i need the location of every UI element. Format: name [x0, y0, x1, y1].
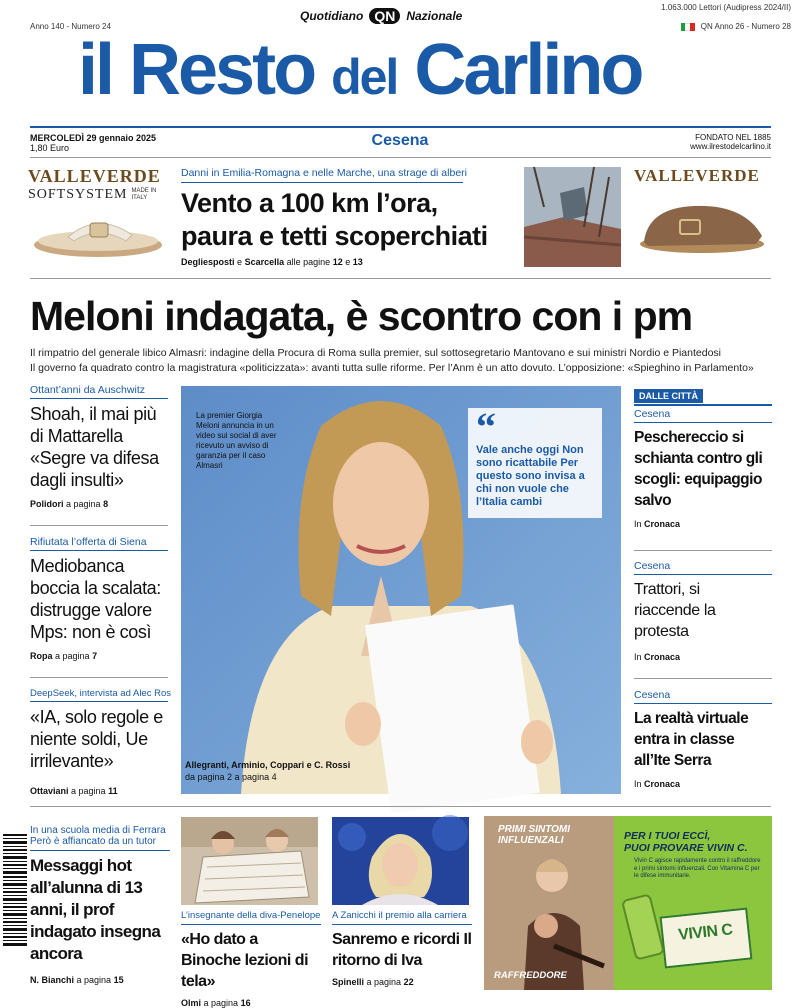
- barcode: [3, 834, 27, 946]
- ad-sub-left: SOFTSYSTEM: [28, 187, 128, 202]
- meloni-photo: [181, 386, 621, 794]
- credits-pages: da pagina 2 a pagina 4: [185, 772, 277, 782]
- website[interactable]: www.ilrestodelcarlino.it: [690, 142, 771, 151]
- right-story-3[interactable]: [634, 689, 772, 789]
- price: 1,80 Euro: [30, 143, 70, 153]
- storm-photo: [524, 167, 621, 267]
- sanremo-byline: Spinelli a pagina 22: [332, 977, 414, 987]
- left-story-2[interactable]: [30, 536, 168, 661]
- top-headline-l1: Vento a 100 km l’ora,: [181, 188, 438, 218]
- ad-brand-right: VALLEVERDE: [634, 166, 760, 185]
- right-3-kicker: Cesena: [634, 689, 671, 701]
- ad-product: VIVIN C: [677, 921, 734, 944]
- ad-footer: RAFFREDDORE: [494, 970, 567, 981]
- qn-logo: QN: [369, 8, 400, 24]
- date: MERCOLEDÌ 29 gennaio 2025: [30, 133, 157, 143]
- school-story[interactable]: [30, 825, 170, 985]
- right-2-kicker: Cesena: [634, 560, 671, 572]
- left-story-1[interactable]: [30, 384, 168, 509]
- quote-mark-icon: “: [476, 404, 496, 449]
- masthead-carlino: Carlino: [414, 30, 642, 110]
- binoche-byline: Olmi a pagina 16: [181, 998, 251, 1008]
- masthead: [78, 30, 728, 110]
- clog-image: [634, 186, 772, 258]
- left-2-byline: Ropa a pagina 7: [30, 651, 98, 661]
- qn-issue-number: QN Anno 26 - Numero 28: [700, 22, 791, 31]
- readers-count: 1.063.000 Lettori (Audipress 2024/II): [661, 3, 791, 12]
- school-headline: Messaggi hot all’alunna di 13 anni, il prof indagato insegna ancora: [30, 856, 161, 963]
- tagline-left: Quotidiano: [300, 9, 364, 23]
- right-story-2[interactable]: [634, 560, 772, 662]
- right-1-headline: Peschereccio si schianta contro gli scogli: equipaggio salvo: [634, 429, 763, 509]
- vivin-c-box: [660, 908, 753, 969]
- qn-tagline: [300, 8, 500, 24]
- lead-summary-l2: Il governo fa quadrato contro la magistratura «politicizzata»: avanti tutta sulle riforme. Per l’Anm è un atto dovuto. L’opposizione: «Spieghino in Parlamento»: [30, 362, 754, 374]
- masthead-del: del: [331, 49, 398, 105]
- right-column: [634, 386, 772, 789]
- photo-caption: La premier Giorgia Meloni annuncia in un video sui social di aver ricevuto un avviso di garanzia per il caso Almasri: [196, 411, 277, 470]
- sanremo-kicker: A Zanicchi il premio alla carriera: [332, 910, 467, 921]
- right-1-kicker: Cesena: [634, 408, 671, 420]
- school-byline: N. Bianchi a pagina 15: [30, 975, 124, 985]
- right-3-section: In Cronaca: [634, 779, 681, 789]
- ad-body: Vivin C agisce rapidamente contro il raffreddore e i primi sintomi influenzali. Con Vitamina C per le difese immunitarie.: [634, 858, 761, 879]
- binoche-photo: [181, 817, 318, 905]
- right-1-section: In Cronaca: [634, 519, 681, 529]
- binoche-headline: «Ho dato a Binoche lezioni di tela»: [181, 931, 309, 990]
- edition-name: Cesena: [371, 132, 429, 149]
- left-1-kicker: Ottant’anni da Auschwitz: [30, 384, 145, 396]
- school-kicker-2: Però è affiancato da un tutor: [30, 836, 157, 847]
- issue-number: Anno 140 - Numero 24: [30, 22, 111, 31]
- top-story-headline[interactable]: [181, 187, 488, 253]
- left-3-headline: «IA, solo regole e niente soldi, Ue irrilevante»: [30, 707, 163, 771]
- sanremo-story[interactable]: [332, 910, 472, 987]
- lead-summary: [30, 346, 775, 376]
- credits-names: Allegranti, Arminio, Coppari e C. Rossi: [185, 760, 351, 770]
- right-2-headline: Trattori, si riaccende la protesta: [634, 581, 716, 640]
- binoche-story[interactable]: [181, 910, 321, 1008]
- right-2-section: In Cronaca: [634, 652, 681, 662]
- right-3-headline: La realtà virtuale entra in classe all’Ite Serra: [634, 710, 749, 769]
- valleverde-ad-right[interactable]: [634, 166, 772, 264]
- tagline-right: Nazionale: [406, 9, 463, 23]
- ad-headline: PER I TUOI ECCÌ, PUOI PROVARE VIVIN C.: [624, 830, 748, 854]
- quote-text: Vale anche oggi Non sono ricattabile Per questo sono invisa a chi non vuole che l’Italia cambi: [476, 444, 585, 508]
- sanremo-headline: Sanremo e ricordi Il ritorno di Iva: [332, 931, 472, 969]
- lead-summary-l1: Il rimpatrio del generale libico Almasri: indagine della Procura di Roma sulla premier, sul sottosegretario Mantovano e sui ministri Nordio e Piantedosi: [30, 347, 722, 359]
- zanicchi-photo: [332, 817, 469, 905]
- ad-made-left: MADE IN ITALY: [131, 188, 157, 201]
- valleverde-ad-left[interactable]: [28, 166, 168, 264]
- top-story-kicker[interactable]: Danni in Emilia-Romagna e nelle Marche, una strage di alberi: [181, 167, 467, 179]
- left-3-kicker: DeepSeek, intervista ad Alec Ros: [30, 688, 171, 699]
- right-story-1[interactable]: [634, 408, 772, 529]
- left-2-headline: Mediobanca boccia la scalata: distrugge valore Mps: non è così: [30, 556, 161, 642]
- founded: FONDATO NEL 1885: [695, 133, 771, 142]
- left-story-3[interactable]: [30, 688, 171, 796]
- founded-info: [690, 133, 771, 151]
- ad-kicker: PRIMI SINTOMI INFLUENZALI: [498, 824, 571, 846]
- top-story-byline: Degliesposti e Scarcella alle pagine 12 e 13: [181, 257, 363, 267]
- school-kicker-1: In una scuola media di Ferrara: [30, 825, 166, 836]
- sandal-image: [28, 205, 168, 261]
- vivin-c-mascot-icon: [621, 893, 665, 960]
- date-line: [30, 133, 156, 153]
- ad-brand-left: VALLEVERDE: [28, 166, 161, 186]
- lead-headline[interactable]: Meloni indagata, è scontro con i pm: [30, 293, 693, 339]
- dalle-citta-label: DALLE CITTÀ: [634, 389, 703, 403]
- binoche-kicker: L’insegnante della diva-Penelope: [181, 910, 321, 921]
- left-2-kicker: Rifiutata l’offerta di Siena: [30, 536, 147, 548]
- vivin-c-ad[interactable]: [484, 816, 772, 990]
- left-1-headline: Shoah, il mai più di Mattarella «Segre va difesa dagli insulti»: [30, 404, 159, 490]
- left-3-byline: Ottaviani a pagina 11: [30, 786, 118, 796]
- masthead-il-resto: il Resto: [78, 30, 315, 110]
- top-headline-l2: paura e tetti scoperchiati: [181, 221, 488, 251]
- quote-box: [468, 404, 602, 518]
- left-1-byline: Polidori a pagina 8: [30, 499, 109, 509]
- lead-credits: [185, 759, 350, 783]
